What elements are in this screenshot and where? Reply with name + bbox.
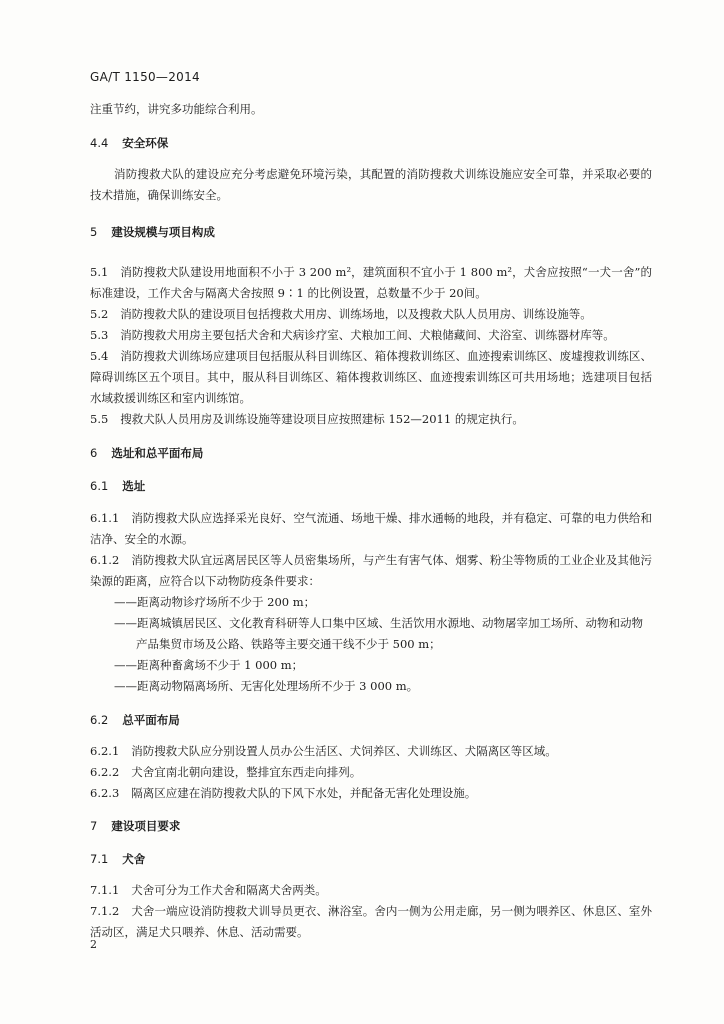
list-item	[90, 613, 652, 655]
section-heading	[90, 222, 652, 243]
clause-text: 消防搜救犬训练场应建项目包括服从科目训练区、箱体搜救训练区、血迹搜索训练区、废墟搜救训练区、障碍训练区五个项目。其中，服从科目训练区、箱体搜救训练区、血迹搜索训练区可共用场地；选建项目包括水域救援训练区和室内训练馆。	[90, 349, 652, 405]
numbered-clause	[90, 262, 652, 304]
section-number: 7.1	[90, 852, 109, 866]
list-item	[90, 676, 652, 697]
numbered-clause	[90, 409, 652, 430]
numbered-clause	[90, 346, 652, 409]
clause-number: 5.3	[90, 328, 109, 342]
clause-number: 6.1.1	[90, 511, 120, 525]
section-title: 犬舍	[122, 852, 146, 866]
paragraph-text: 消防搜救犬队的建设应充分考虑避免环境污染，其配置的消防搜救犬训练设施应安全可靠，并采取必要的技术措施，确保训练安全。	[90, 167, 652, 202]
section-title: 建设规模与项目构成	[111, 225, 215, 239]
section-number: 6.2	[90, 713, 109, 727]
numbered-clause	[90, 304, 652, 325]
clause-number: 7.1.2	[90, 904, 120, 918]
section-number: 4.4	[90, 136, 109, 150]
clause-text: 犬舍宜南北朝向建设，整排宜东西走向排列。	[131, 765, 362, 779]
list-item-text: ——距离城镇居民区、文化教育科研等人口集中区域、生活饮用水源地、动物屠宰加工场所、动物和动物产品集贸市场及公路、铁路等主要交通干线不少于 500 m；	[114, 616, 643, 651]
section-title: 选址	[122, 479, 146, 493]
clause-text: 消防搜救犬队的建设项目包括搜救犬用房、训练场地，以及搜救犬队人员用房、训练设施等。	[120, 307, 592, 321]
clause-text: 消防搜救犬队应选择采光良好、空气流通、场地干燥、排水通畅的地段，并有稳定、可靠的电力供给和洁净、安全的水源。	[90, 511, 652, 546]
section-heading	[90, 476, 652, 497]
section-number: 7	[90, 819, 98, 833]
clause-number: 5.1	[90, 265, 109, 279]
clause-number: 5.5	[90, 412, 109, 426]
numbered-clause	[90, 550, 652, 592]
section-heading	[90, 849, 652, 870]
clause-number: 7.1.1	[90, 883, 120, 897]
section-title: 建设项目要求	[111, 819, 181, 833]
numbered-clause	[90, 741, 652, 762]
list-item	[90, 655, 652, 676]
section-title: 选址和总平面布局	[111, 446, 204, 460]
section-number: 5	[90, 225, 98, 239]
list-item-text: ——距离种畜禽场不少于 1 000 m；	[114, 658, 304, 672]
numbered-clause	[90, 901, 652, 943]
clause-number: 5.2	[90, 307, 109, 321]
numbered-clause	[90, 508, 652, 550]
page-number: 2	[90, 938, 97, 951]
list-item-text: ——距离动物隔离场所、无害化处理场所不少于 3 000 m。	[114, 679, 419, 693]
paragraph-text: 注重节约，讲究多功能综合利用。	[90, 102, 263, 116]
clause-text: 犬舍一端应设消防搜救犬训导员更衣、淋浴室。舍内一侧为公用走廊，另一侧为喂养区、休息区、室外活动区，满足犬只喂养、休息、活动需要。	[90, 904, 652, 939]
standard-code-header: GA/T 1150—2014	[90, 70, 200, 84]
clause-text: 消防搜救犬队宜远离居民区等人员密集场所，与产生有害气体、烟雾、粉尘等物质的工业企业及其他污染源的距离，应符合以下动物防疫条件要求：	[90, 553, 652, 588]
list-item-text: ——距离动物诊疗场所不少于 200 m；	[114, 595, 316, 609]
clause-text: 消防搜救犬用房主要包括犬舍和犬病诊疗室、犬粮加工间、犬粮储藏间、犬浴室、训练器材库等。	[120, 328, 615, 342]
clause-number: 6.2.2	[90, 765, 120, 779]
clause-text: 消防搜救犬队建设用地面积不小于 3 200 m²，建筑面积不宜小于 1 800 m²，犬舍应按照“一犬一舍”的标准建设，工作犬舍与隔离犬舍按照 9∶1 的比例设置，总数量不少于 20间。	[90, 265, 652, 300]
numbered-clause	[90, 762, 652, 783]
list-item	[90, 592, 652, 613]
clause-number: 6.2.1	[90, 744, 120, 758]
paragraph	[90, 164, 652, 206]
numbered-clause	[90, 880, 652, 901]
section-number: 6	[90, 446, 98, 460]
section-heading	[90, 443, 652, 464]
section-number: 6.1	[90, 479, 109, 493]
clause-number: 6.1.2	[90, 553, 120, 567]
numbered-clause	[90, 783, 652, 804]
numbered-clause	[90, 325, 652, 346]
clause-number: 5.4	[90, 349, 109, 363]
section-heading	[90, 710, 652, 731]
section-heading	[90, 133, 652, 154]
clause-text: 消防搜救犬队应分别设置人员办公生活区、犬饲养区、犬训练区、犬隔离区等区域。	[131, 744, 557, 758]
section-heading	[90, 816, 652, 837]
section-title: 总平面布局	[122, 713, 180, 727]
clause-number: 6.2.3	[90, 786, 120, 800]
clause-text: 隔离区应建在消防搜救犬队的下风下水处，并配备无害化处理设施。	[131, 786, 477, 800]
paragraph	[90, 99, 652, 120]
section-title: 安全环保	[122, 136, 169, 150]
clause-text: 犬舍可分为工作犬舍和隔离犬舍两类。	[131, 883, 327, 897]
clause-text: 搜救犬队人员用房及训练设施等建设项目应按照建标 152—2011 的规定执行。	[120, 412, 524, 426]
